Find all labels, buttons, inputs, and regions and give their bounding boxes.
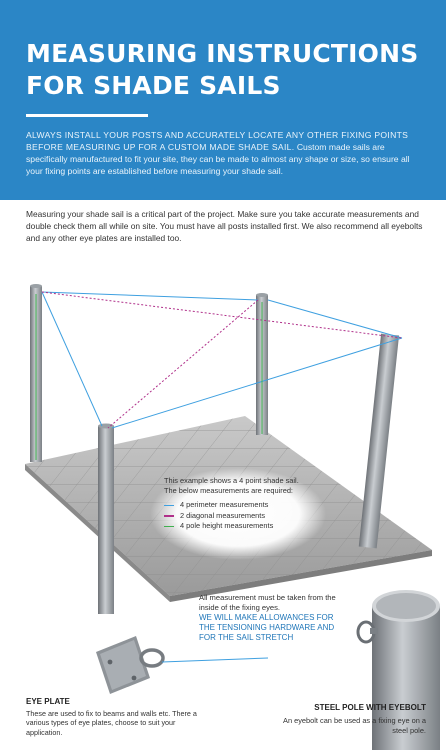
legend-item-height: [164, 521, 304, 532]
title-line-2: FOR SHADE SAILS: [26, 71, 281, 100]
eye-plate-callout: [162, 658, 268, 662]
title-underline: [26, 114, 148, 117]
eye-plate-desc: These are used to fix to beams and walls etc. There a various types of eye plates, choose to suit your application.: [26, 708, 197, 737]
height-swatch: [164, 526, 174, 528]
intro-rest: Custom made sails are specifically manufactured to fit your site, they can be made to almost any shape or size, so ensure all your fixing points are established before measuring your shade sail.: [26, 142, 410, 176]
legend-label: 4 perimeter measurements: [180, 500, 269, 510]
legend-label: 2 diagonal measurements: [180, 510, 266, 520]
body-paragraph: Measuring your shade sail is a critical part of the project. Make sure you take accurate measurements and double check them all while on site. You must have all posts installed first. We also recommend all eyebolts and any other eye plates are installed too.: [26, 209, 423, 243]
legend-item-perimeter: [164, 500, 304, 511]
steel-pole-caption: [276, 703, 426, 736]
intro-text: [26, 129, 428, 177]
pole-front-left: [98, 424, 114, 615]
eye-plate-title: EYE PLATE: [26, 697, 70, 706]
eye-plate-drawing: [96, 636, 163, 694]
header-banner: [0, 0, 446, 200]
legend-item-diagonal: [164, 511, 304, 522]
note-emphasis: WE WILL MAKE ALLOWANCES FOR THE TENSIONING HARDWARE AND FOR THE SAIL STRETCH: [199, 613, 335, 642]
intro-caps: ALWAYS INSTALL YOUR POSTS AND ACCURATELY LOCATE ANY OTHER FIXING POINTS BEFORE MEASURING UP FOR A CUSTOM MADE SHADE SAIL.: [26, 130, 409, 152]
legend-intro: This example shows a 4 point shade sail. The below measurements are required:: [164, 476, 299, 495]
page-title: [26, 38, 422, 102]
perimeter-lines: [42, 292, 402, 428]
measurement-note: [199, 593, 337, 643]
diagonal-lines: [42, 292, 402, 428]
steel-pole-desc: An eyebolt can be used as a fixing eye on a steel pole.: [283, 716, 426, 735]
title-line-1: MEASURING INSTRUCTIONS: [26, 39, 419, 68]
eye-plate-caption: [26, 697, 206, 737]
measurement-legend: [164, 476, 304, 532]
note-line: All measurement must be taken from the inside of the fixing eyes.: [199, 593, 336, 612]
steel-pole-title: STEEL POLE WITH EYEBOLT: [314, 703, 426, 712]
perimeter-swatch: [164, 505, 174, 507]
pole-front-right: [359, 334, 399, 549]
diagonal-swatch: [164, 515, 174, 517]
legend-label: 4 pole height measurements: [180, 521, 274, 531]
